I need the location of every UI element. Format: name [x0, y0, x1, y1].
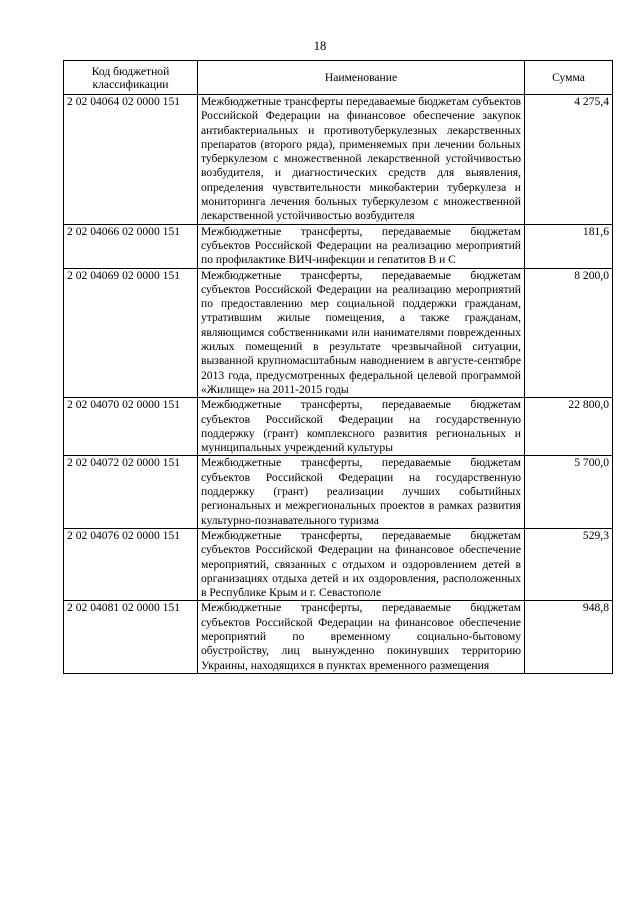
table-row	[64, 601, 613, 673]
table-row	[64, 456, 613, 528]
table-row	[64, 268, 613, 398]
row-sum: 181,6	[525, 224, 613, 268]
header-sum: Сумма	[525, 61, 613, 95]
row-code: 2 02 04070 02 0000 151	[64, 398, 198, 456]
row-name: Межбюджетные трансферты, передаваемые бюджетам субъектов Российской Федерации на реализацию мероприятий по профилактике ВИЧ-инфекции и гепатитов B и C	[198, 224, 525, 268]
page-number: 18	[313, 39, 327, 53]
row-sum: 22 800,0	[525, 398, 613, 456]
table-row	[64, 95, 613, 225]
table-header-row	[64, 61, 613, 95]
header-code: Код бюджетной классификации	[64, 61, 198, 95]
row-code: 2 02 04064 02 0000 151	[64, 95, 198, 225]
row-code: 2 02 04069 02 0000 151	[64, 268, 198, 398]
budget-table	[63, 60, 613, 674]
row-name: Межбюджетные трансферты, передаваемые бюджетам субъектов Российской Федерации на реализацию мероприятий по предоставлению мер социальной поддержки гражданам, утратившим жилые помещения, а также гражданам, являющимся собственниками или нанимателями поврежденных жилых помещений в результате чрезвычайной ситуации, вызванной крупномасштабным наводнением в августе-сентябре 2013 года, предусмотренных федеральной целевой программой «Жилище» на 2011-2015 годы	[198, 268, 525, 398]
row-sum: 529,3	[525, 528, 613, 600]
row-name: Межбюджетные трансферты, передаваемые бюджетам субъектов Российской Федерации на финансовое обеспечение мероприятий, связанных с отдыхом и оздоровлением детей в организациях отдыха детей и их оздоровления, расположенных в Республике Крым и г. Севастополе	[198, 528, 525, 600]
row-code: 2 02 04076 02 0000 151	[64, 528, 198, 600]
row-name: Межбюджетные трансферты, передаваемые бюджетам субъектов Российской Федерации на государственную поддержку (грант) комплексного развития региональных и муниципальных учреждений культуры	[198, 398, 525, 456]
header-name: Наименование	[198, 61, 525, 95]
row-code: 2 02 04066 02 0000 151	[64, 224, 198, 268]
row-code: 2 02 04081 02 0000 151	[64, 601, 198, 673]
table-row	[64, 528, 613, 600]
row-sum: 8 200,0	[525, 268, 613, 398]
table-row	[64, 224, 613, 268]
row-sum: 948,8	[525, 601, 613, 673]
row-name: Межбюджетные трансферты, передаваемые бюджетам субъектов Российской Федерации на государственную поддержку (грант) реализации лучших событийных региональных и межрегиональных проектов в рамках развития культурно-познавательного туризма	[198, 456, 525, 528]
row-sum: 4 275,4	[525, 95, 613, 225]
row-sum: 5 700,0	[525, 456, 613, 528]
table-row	[64, 398, 613, 456]
row-code: 2 02 04072 02 0000 151	[64, 456, 198, 528]
row-name: Межбюджетные трансферты, передаваемые бюджетам субъектов Российской Федерации на финансовое обеспечение мероприятий по временному социально-бытовому обустройству, лиц вынужденно покинувших территорию Украины, находящихся в пунктах временного размещения	[198, 601, 525, 673]
row-name: Межбюджетные трансферты передаваемые бюджетам субъектов Российской Федерации на финансовое обеспечение закупок антибактериальных и противотуберкулезных лекарственных препаратов (второго ряда), применяемых при лечении больных туберкулезом с множественной лекарственной устойчивостью возбудителя, и диагностических средств для выявления, определения чувствительности микобактерии туберкулеза и мониторинга лечения больных туберкулезом с множественной лекарственной устойчивостью возбудителя	[198, 95, 525, 225]
